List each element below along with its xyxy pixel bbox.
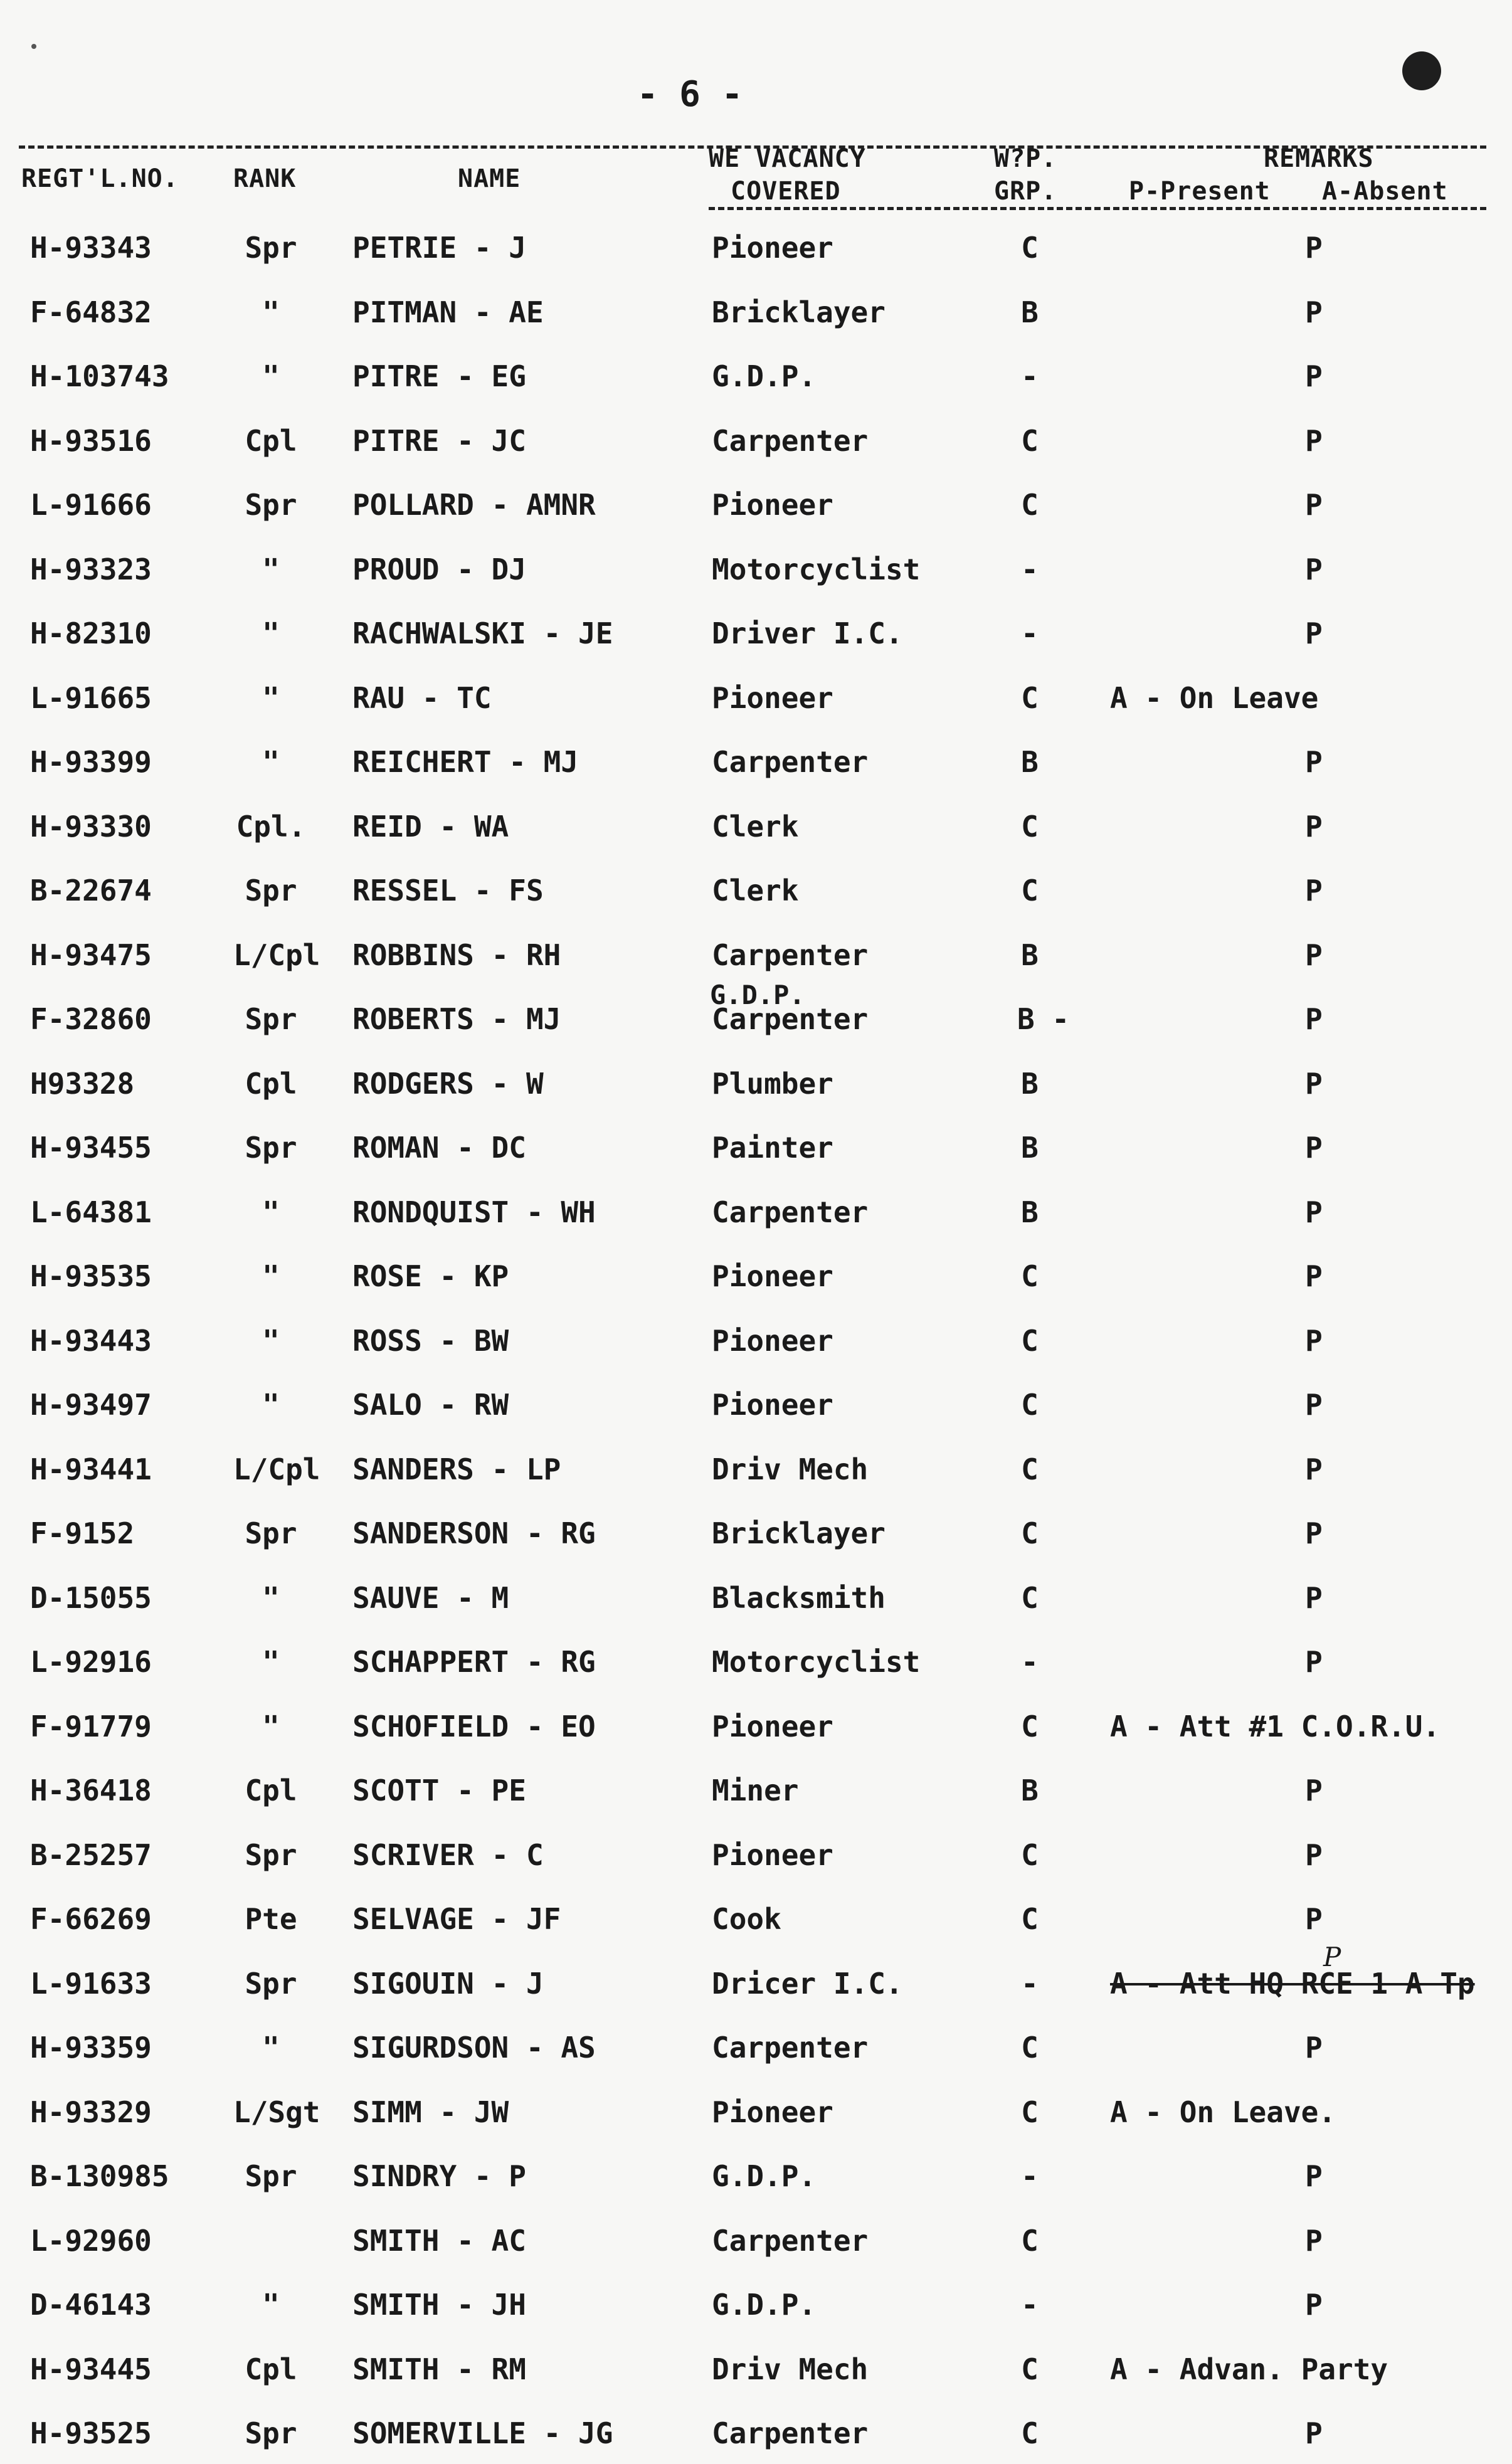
attendance-mark: P bbox=[1305, 488, 1323, 522]
name: REICHERT - MJ bbox=[352, 745, 579, 779]
vacancy-covered: Blacksmith bbox=[712, 1580, 886, 1615]
wp-group: B bbox=[1021, 1131, 1039, 1165]
table-row bbox=[0, 1566, 1512, 1629]
wp-group: - bbox=[1021, 2159, 1039, 2193]
wp-group: C bbox=[1021, 423, 1039, 458]
name: RACHWALSKI - JE bbox=[352, 616, 613, 650]
table-row bbox=[0, 2273, 1512, 2335]
vacancy-covered: Driv Mech bbox=[712, 2352, 869, 2386]
rank: L/Cpl bbox=[233, 1452, 320, 1486]
vacancy-covered: Carpenter bbox=[712, 1195, 869, 1229]
name: PITRE - JC bbox=[352, 423, 526, 458]
table-row bbox=[0, 1695, 1512, 1757]
overwritten-trade: G.D.P. bbox=[710, 980, 805, 1010]
header-present: P-Present bbox=[1129, 177, 1271, 206]
attendance-mark: P bbox=[1305, 1388, 1323, 1422]
wp-group: B bbox=[1021, 938, 1039, 972]
rank: " bbox=[262, 1195, 280, 1229]
rank: " bbox=[262, 1709, 280, 1743]
name: SINDRY - P bbox=[352, 2159, 526, 2193]
attendance-mark: P bbox=[1305, 1837, 1323, 1872]
wp-group: C bbox=[1021, 809, 1039, 843]
table-row bbox=[0, 2337, 1512, 2400]
name: PITRE - EG bbox=[352, 359, 526, 393]
vacancy-covered: G.D.P. bbox=[712, 2288, 817, 2322]
rank: Cpl bbox=[245, 1774, 297, 1807]
regimental-number: H-93443 bbox=[30, 1323, 152, 1358]
attendance-mark: P bbox=[1305, 231, 1323, 265]
attendance-mark: P bbox=[1305, 423, 1323, 458]
rank: Cpl bbox=[245, 2352, 297, 2386]
wp-group: C bbox=[1021, 1452, 1039, 1486]
name: SMITH - AC bbox=[352, 2223, 526, 2258]
rank: " bbox=[262, 1259, 280, 1293]
attendance-mark: P bbox=[1305, 1323, 1323, 1358]
vacancy-covered: G.D.P. bbox=[712, 2159, 817, 2193]
table-row bbox=[0, 980, 1512, 1050]
regimental-number: F-9152 bbox=[30, 1516, 135, 1550]
name: SAUVE - M bbox=[352, 1580, 509, 1615]
rank: Spr bbox=[245, 2159, 297, 2193]
rank: L/Cpl bbox=[233, 938, 320, 972]
name: SIGOUIN - J bbox=[352, 1966, 544, 2001]
attendance-mark: P bbox=[1305, 1195, 1323, 1229]
name: SELVAGE - JF bbox=[352, 1902, 561, 1936]
header-name: NAME bbox=[458, 164, 521, 193]
table-row bbox=[0, 1309, 1512, 1372]
name: SALO - RW bbox=[352, 1388, 509, 1422]
rank: " bbox=[262, 1645, 280, 1679]
attendance-mark: P bbox=[1305, 2416, 1323, 2450]
wp-group: - bbox=[1021, 616, 1039, 650]
table-row bbox=[0, 666, 1512, 729]
rank: L/Sgt bbox=[233, 2095, 320, 2129]
regimental-number: B-130985 bbox=[30, 2159, 169, 2193]
regimental-number: H-93445 bbox=[30, 2352, 152, 2386]
vacancy-covered: Cook bbox=[712, 1902, 781, 1936]
vacancy-covered: Plumber bbox=[712, 1066, 833, 1101]
table-row bbox=[0, 2209, 1512, 2271]
vacancy-covered: Motorcyclist bbox=[712, 1645, 921, 1679]
attendance-mark: P bbox=[1305, 1580, 1323, 1615]
wp-group: C bbox=[1021, 2031, 1039, 2065]
rank: " bbox=[262, 745, 280, 779]
table-row bbox=[0, 1180, 1512, 1243]
vacancy-covered: Driver I.C. bbox=[712, 616, 903, 650]
table-row bbox=[0, 1052, 1512, 1114]
attendance-mark: P bbox=[1305, 1002, 1323, 1036]
vacancy-covered: Carpenter bbox=[712, 938, 869, 972]
regimental-number: L-92960 bbox=[30, 2223, 152, 2258]
attendance-mark: P bbox=[1305, 2288, 1323, 2322]
vacancy-covered: Motorcyclist bbox=[712, 552, 921, 586]
vacancy-covered: G.D.P. bbox=[712, 359, 817, 393]
wp-group: C bbox=[1021, 874, 1039, 907]
table-row bbox=[0, 2080, 1512, 2143]
wp-group: B bbox=[1021, 745, 1039, 779]
table-row bbox=[0, 344, 1512, 407]
attendance-mark: P bbox=[1305, 1774, 1323, 1807]
wp-group: C bbox=[1021, 1323, 1039, 1358]
vacancy-covered: Clerk bbox=[712, 809, 799, 843]
rank: " bbox=[262, 359, 280, 393]
vacancy-covered: Carpenter bbox=[712, 423, 869, 458]
table-row bbox=[0, 1437, 1512, 1500]
regimental-number: H-93343 bbox=[30, 231, 152, 265]
header-grp-line2: GRP. bbox=[994, 177, 1057, 206]
attendance-mark: P bbox=[1305, 874, 1323, 907]
name: SCOTT - PE bbox=[352, 1774, 526, 1807]
vacancy-covered: Pioneer bbox=[712, 1837, 833, 1872]
wp-group: C bbox=[1021, 680, 1039, 715]
name: SANDERSON - RG bbox=[352, 1516, 596, 1550]
regimental-number: F-91779 bbox=[30, 1709, 152, 1743]
name: SCRIVER - C bbox=[352, 1837, 544, 1872]
rank: " bbox=[262, 2031, 280, 2065]
vacancy-covered: Pioneer bbox=[712, 1323, 833, 1358]
name: ROSS - BW bbox=[352, 1323, 509, 1358]
remark: A - Att HQ RCE 1 A Tp bbox=[1110, 1966, 1475, 2001]
wp-group: C bbox=[1021, 488, 1039, 522]
wp-group: - bbox=[1021, 2288, 1039, 2322]
attendance-mark: P bbox=[1305, 1645, 1323, 1679]
rank: Spr bbox=[245, 1002, 297, 1036]
vacancy-covered: Pioneer bbox=[712, 1259, 833, 1293]
vacancy-covered: Clerk bbox=[712, 874, 799, 907]
vacancy-covered: Pioneer bbox=[712, 1709, 833, 1743]
regimental-number: H-36418 bbox=[30, 1774, 152, 1807]
remark: A - Att #1 C.O.R.U. bbox=[1110, 1709, 1441, 1743]
name: ROBERTS - MJ bbox=[352, 1002, 561, 1036]
name: SCHAPPERT - RG bbox=[352, 1645, 596, 1679]
regimental-number: H-93399 bbox=[30, 745, 152, 779]
vacancy-covered: Dricer I.C. bbox=[712, 1966, 903, 2001]
table-row bbox=[0, 2016, 1512, 2078]
table-row bbox=[0, 1823, 1512, 1886]
name: RAU - TC bbox=[352, 680, 492, 715]
wp-group: B bbox=[1021, 1195, 1039, 1229]
vacancy-covered: Pioneer bbox=[712, 231, 833, 265]
table-row bbox=[0, 923, 1512, 986]
rank: Cpl bbox=[245, 423, 297, 458]
handwritten-mark: P bbox=[1323, 1941, 1341, 1972]
regimental-number: B-22674 bbox=[30, 874, 152, 907]
header-regt-no: REGT'L.NO. bbox=[21, 164, 179, 193]
table-row bbox=[0, 1887, 1512, 1950]
wp-group: C bbox=[1021, 2223, 1039, 2258]
header-bottom-rule bbox=[709, 207, 1486, 210]
regimental-number: H-93535 bbox=[30, 1259, 152, 1293]
rank: Spr bbox=[245, 488, 297, 522]
name: POLLARD - AMNR bbox=[352, 488, 596, 522]
name: SMITH - RM bbox=[352, 2352, 526, 2386]
attendance-mark: P bbox=[1305, 1902, 1323, 1936]
name: RESSEL - FS bbox=[352, 874, 544, 907]
attendance-mark: P bbox=[1305, 616, 1323, 650]
vacancy-covered: Painter bbox=[712, 1131, 833, 1165]
rank: " bbox=[262, 616, 280, 650]
table-row bbox=[0, 601, 1512, 664]
regimental-number: H-93497 bbox=[30, 1388, 152, 1422]
attendance-mark: P bbox=[1305, 2031, 1323, 2065]
attendance-mark: P bbox=[1305, 809, 1323, 843]
table-row bbox=[0, 409, 1512, 472]
rank: Spr bbox=[245, 1131, 297, 1165]
wp-group: C bbox=[1021, 1388, 1039, 1422]
vacancy-covered: Pioneer bbox=[712, 2095, 833, 2129]
table-row bbox=[0, 730, 1512, 793]
punch-hole bbox=[1402, 51, 1441, 90]
name: SIMM - JW bbox=[352, 2095, 509, 2129]
regimental-number: H-103743 bbox=[30, 359, 169, 393]
vacancy-covered: Driv Mech bbox=[712, 1452, 869, 1486]
regimental-number: H-93359 bbox=[30, 2031, 152, 2065]
attendance-mark: P bbox=[1305, 745, 1323, 779]
vacancy-covered: Carpenter bbox=[712, 745, 869, 779]
attendance-mark: P bbox=[1305, 938, 1323, 972]
header-absent: A-Absent bbox=[1322, 177, 1448, 206]
wp-group: - bbox=[1021, 552, 1039, 586]
wp-group: C bbox=[1021, 1259, 1039, 1293]
regimental-number: H-93525 bbox=[30, 2416, 152, 2450]
vacancy-covered: Pioneer bbox=[712, 680, 833, 715]
regimental-number: H-93329 bbox=[30, 2095, 152, 2129]
rank: Spr bbox=[245, 1516, 297, 1550]
table-row bbox=[0, 1630, 1512, 1693]
attendance-mark: P bbox=[1305, 552, 1323, 586]
table-row bbox=[0, 1373, 1512, 1436]
table-row bbox=[0, 2401, 1512, 2464]
regimental-number: H-93323 bbox=[30, 552, 152, 586]
regimental-number: D-15055 bbox=[30, 1580, 152, 1615]
rank: " bbox=[262, 295, 280, 329]
vacancy-covered: Carpenter bbox=[712, 1002, 869, 1036]
vacancy-covered: Carpenter bbox=[712, 2416, 869, 2450]
regimental-number: D-46143 bbox=[30, 2288, 152, 2322]
wp-group: B - bbox=[1017, 1002, 1070, 1036]
name: SCHOFIELD - EO bbox=[352, 1709, 596, 1743]
wp-group: C bbox=[1021, 2352, 1039, 2386]
wp-group: C bbox=[1021, 1902, 1039, 1936]
wp-group: B bbox=[1021, 1066, 1039, 1101]
vacancy-covered: Pioneer bbox=[712, 1388, 833, 1422]
name: PETRIE - J bbox=[352, 231, 526, 265]
table-row bbox=[0, 1116, 1512, 1178]
table-row bbox=[0, 1244, 1512, 1307]
rank: Spr bbox=[245, 874, 297, 907]
vacancy-covered: Carpenter bbox=[712, 2031, 869, 2065]
wp-group: C bbox=[1021, 1516, 1039, 1550]
attendance-mark: P bbox=[1305, 2223, 1323, 2258]
rank: " bbox=[262, 1323, 280, 1358]
attendance-mark: P bbox=[1305, 359, 1323, 393]
regimental-number: B-25257 bbox=[30, 1837, 152, 1872]
name: ROBBINS - RH bbox=[352, 938, 561, 972]
regimental-number: L-91633 bbox=[30, 1966, 152, 2001]
rank: " bbox=[262, 1388, 280, 1422]
rank: Spr bbox=[245, 1966, 297, 2001]
table-row bbox=[0, 1941, 1512, 2014]
table-row bbox=[0, 795, 1512, 857]
name: PITMAN - AE bbox=[352, 295, 544, 329]
vacancy-covered: Bricklayer bbox=[712, 295, 886, 329]
regimental-number: F-66269 bbox=[30, 1902, 152, 1936]
attendance-mark: P bbox=[1305, 1259, 1323, 1293]
name: SANDERS - LP bbox=[352, 1452, 561, 1486]
attendance-mark: P bbox=[1305, 2159, 1323, 2193]
regimental-number: F-64832 bbox=[30, 295, 152, 329]
rank: Spr bbox=[245, 1837, 297, 1872]
rank: " bbox=[262, 1580, 280, 1615]
table-row bbox=[0, 280, 1512, 343]
table-row bbox=[0, 1501, 1512, 1564]
vacancy-covered: Pioneer bbox=[712, 488, 833, 522]
table-row bbox=[0, 216, 1512, 278]
rank: Spr bbox=[245, 2416, 297, 2450]
name: SMITH - JH bbox=[352, 2288, 526, 2322]
name: RODGERS - W bbox=[352, 1066, 544, 1101]
remark: A - On Leave. bbox=[1110, 2095, 1336, 2129]
wp-group: C bbox=[1021, 1580, 1039, 1615]
rank: Cpl bbox=[245, 1066, 297, 1101]
remark: A - Advan. Party bbox=[1110, 2352, 1388, 2386]
wp-group: - bbox=[1021, 359, 1039, 393]
rank: Pte bbox=[245, 1902, 297, 1936]
regimental-number: H93328 bbox=[30, 1066, 135, 1101]
regimental-number: H-93441 bbox=[30, 1452, 152, 1486]
attendance-mark: P bbox=[1305, 1066, 1323, 1101]
regimental-number: L-91666 bbox=[30, 488, 152, 522]
rank: " bbox=[262, 552, 280, 586]
header-covered: COVERED bbox=[731, 177, 841, 206]
regimental-number: H-93455 bbox=[30, 1131, 152, 1165]
regimental-number: L-92916 bbox=[30, 1645, 152, 1679]
header-remarks: REMARKS bbox=[1264, 144, 1374, 173]
vacancy-covered: Bricklayer bbox=[712, 1516, 886, 1550]
attendance-mark: P bbox=[1305, 1452, 1323, 1486]
header-vacancy: WE VACANCY bbox=[709, 144, 866, 173]
rank: " bbox=[262, 680, 280, 715]
attendance-mark: P bbox=[1305, 295, 1323, 329]
wp-group: C bbox=[1021, 1837, 1039, 1872]
table-row bbox=[0, 473, 1512, 536]
wp-group: B bbox=[1021, 295, 1039, 329]
attendance-mark: P bbox=[1305, 1516, 1323, 1550]
rank: Spr bbox=[245, 231, 297, 265]
wp-group: C bbox=[1021, 1709, 1039, 1743]
header-grp-line1: W?P. bbox=[994, 144, 1057, 173]
wp-group: - bbox=[1021, 1645, 1039, 1679]
regimental-number: F-32860 bbox=[30, 1002, 152, 1036]
name: SOMERVILLE - JG bbox=[352, 2416, 613, 2450]
name: REID - WA bbox=[352, 809, 509, 843]
regimental-number: L-91665 bbox=[30, 680, 152, 715]
remark: A - On Leave bbox=[1110, 680, 1319, 715]
regimental-number: L-64381 bbox=[30, 1195, 152, 1229]
vacancy-covered: Carpenter bbox=[712, 2223, 869, 2258]
table-row bbox=[0, 537, 1512, 600]
table-row bbox=[0, 2144, 1512, 2207]
rank: Cpl. bbox=[236, 809, 306, 843]
regimental-number: H-82310 bbox=[30, 616, 152, 650]
page-number: - 6 - bbox=[637, 74, 743, 115]
rank: " bbox=[262, 2288, 280, 2322]
vacancy-covered: Miner bbox=[712, 1774, 799, 1807]
wp-group: C bbox=[1021, 2095, 1039, 2129]
paper-speck bbox=[31, 44, 36, 49]
table-row bbox=[0, 1758, 1512, 1821]
wp-group: B bbox=[1021, 1774, 1039, 1807]
name: ROSE - KP bbox=[352, 1259, 509, 1293]
wp-group: C bbox=[1021, 231, 1039, 265]
name: RONDQUIST - WH bbox=[352, 1195, 596, 1229]
regimental-number: H-93330 bbox=[30, 809, 152, 843]
name: SIGURDSON - AS bbox=[352, 2031, 596, 2065]
header-rank: RANK bbox=[233, 164, 297, 193]
attendance-mark: P bbox=[1305, 1131, 1323, 1165]
regimental-number: H-93516 bbox=[30, 423, 152, 458]
name: ROMAN - DC bbox=[352, 1131, 526, 1165]
name: PROUD - DJ bbox=[352, 552, 526, 586]
wp-group: - bbox=[1021, 1966, 1039, 2001]
regimental-number: H-93475 bbox=[30, 938, 152, 972]
wp-group: C bbox=[1021, 2416, 1039, 2450]
table-row bbox=[0, 859, 1512, 921]
